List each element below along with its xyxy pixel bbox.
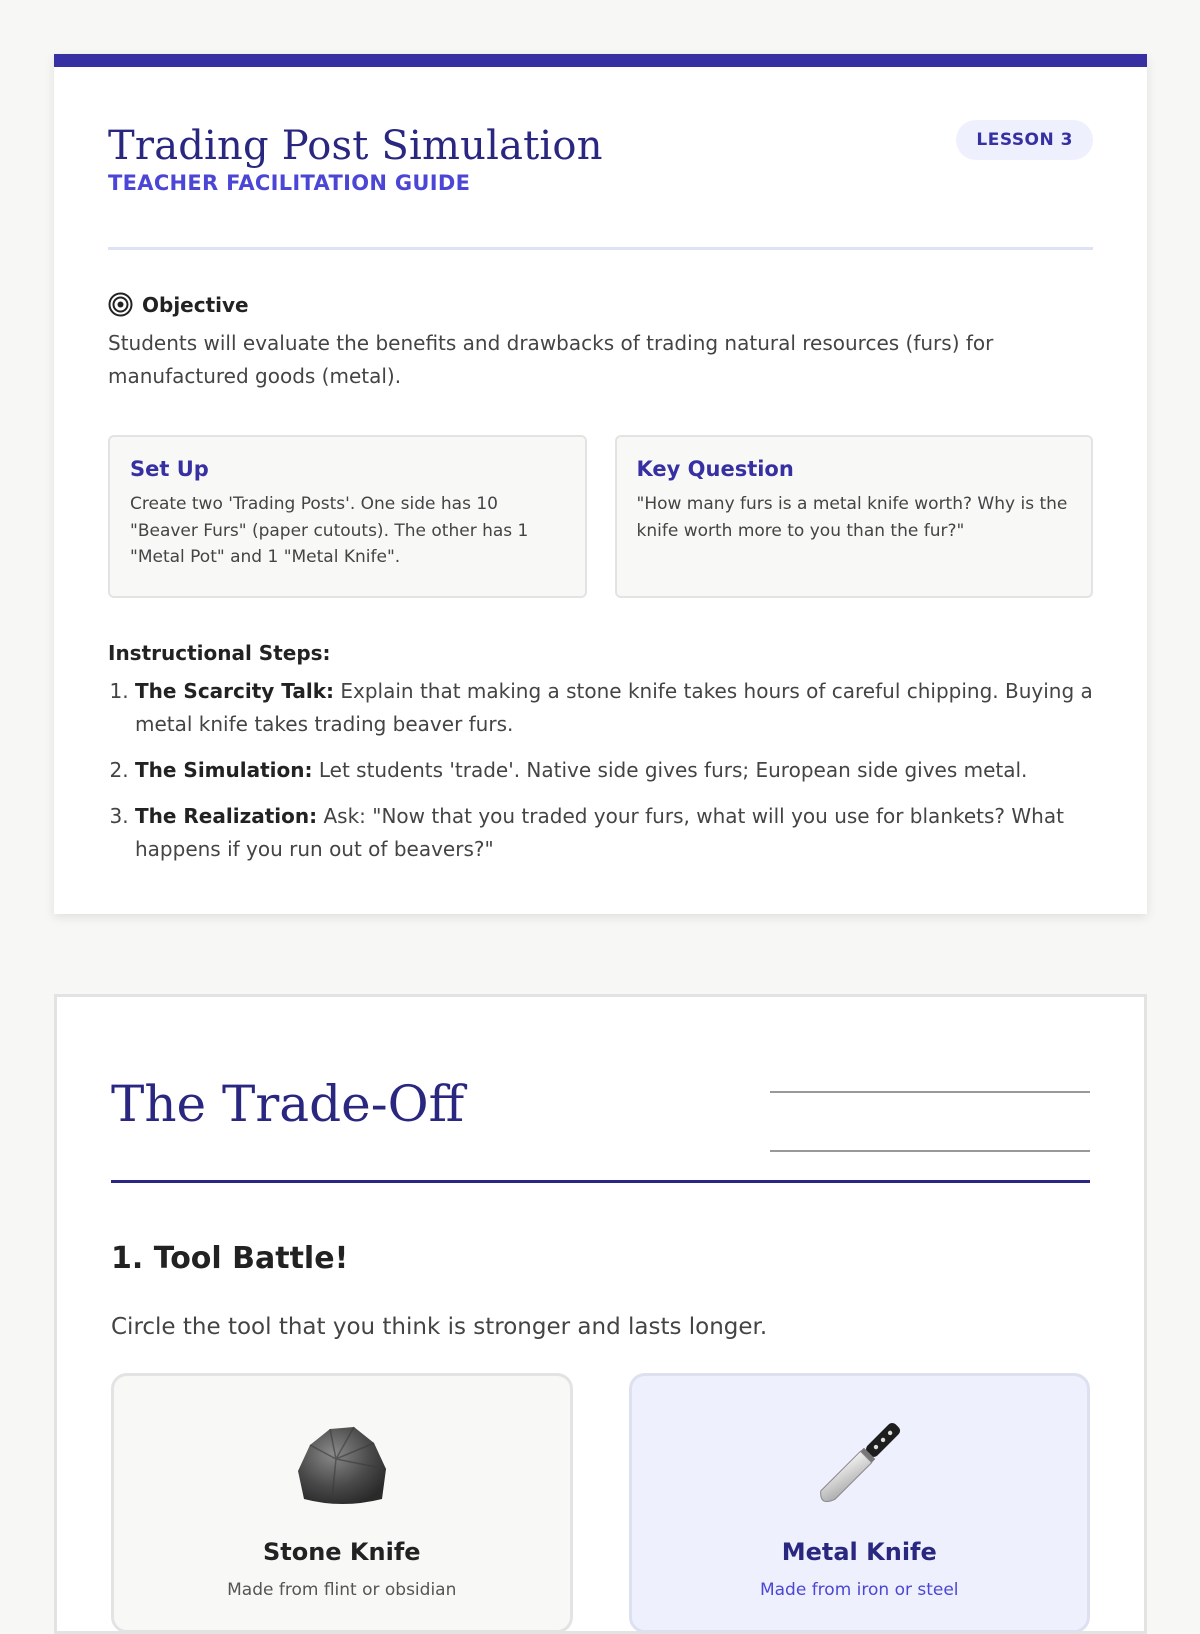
guide-subtitle: TEACHER FACILITATION GUIDE [108, 171, 471, 195]
rock-icon [114, 1414, 570, 1514]
guide-header [108, 67, 1093, 250]
worksheet-card [54, 994, 1147, 1634]
stone-knife-name: Stone Knife [262, 1538, 421, 1566]
section-instruction: Circle the tool that you think is stronger and lasts longer. [111, 1314, 768, 1340]
setup-text: Create two 'Trading Posts'. One side has 10 "Beaver Furs" (paper cutouts). The other has 1 "Metal Pot" and 1 "Metal Knife". [130, 494, 529, 567]
objective-label: Objective [142, 292, 249, 317]
step-lead: The Scarcity Talk: [135, 679, 335, 703]
metal-knife-name: Metal Knife [781, 1538, 937, 1566]
tool-options [111, 1373, 1090, 1633]
teacher-guide-card [54, 54, 1147, 914]
step-lead: The Realization: [135, 804, 318, 828]
step-text: Let students 'trade'. Native side gives furs; European side gives metal. [312, 758, 1028, 782]
setup-box [108, 435, 587, 598]
stone-knife-desc: Made from flint or obsidian [227, 1580, 457, 1600]
objective-text: Students will evaluate the benefits and drawbacks of trading natural resources (furs) for manufactured goods (metal). [108, 331, 994, 388]
steps-heading: Instructional Steps: [108, 641, 331, 665]
step-text: Ask: "Now that you traded your furs, what will you use for blankets? What happens if you run out of beavers?" [135, 804, 1064, 861]
date-line[interactable] [770, 1150, 1090, 1152]
setup-title: Set Up [130, 457, 209, 481]
section-title: 1. Tool Battle! [111, 1241, 349, 1276]
list-item [135, 754, 1093, 787]
list-item [135, 800, 1093, 866]
key-question-title: Key Question [636, 457, 794, 481]
step-lead: The Simulation: [135, 758, 313, 782]
metal-knife-desc: Made from iron or steel [759, 1580, 959, 1600]
steps-list [108, 675, 1093, 866]
list-item [135, 675, 1093, 741]
metal-knife-card[interactable] [629, 1373, 1091, 1633]
stone-knife-card[interactable] [111, 1373, 573, 1633]
info-boxes [108, 435, 1093, 598]
key-question-text: "How many furs is a metal knife worth? Why is the knife worth more to you than the fur?" [636, 494, 1068, 541]
step-text: Explain that making a stone knife takes hours of careful chipping. Buying a metal knife takes trading beaver furs. [135, 679, 1093, 736]
name-line[interactable] [770, 1091, 1090, 1093]
objective-heading [108, 292, 1093, 317]
worksheet-header [111, 997, 1090, 1183]
page-title: Trading Post Simulation [108, 123, 603, 169]
lesson-badge: LESSON 3 [956, 120, 1093, 160]
key-question-box [615, 435, 1094, 598]
target-icon [108, 292, 133, 317]
worksheet-title: The Trade-Off [111, 1075, 465, 1133]
knife-icon [632, 1414, 1088, 1514]
